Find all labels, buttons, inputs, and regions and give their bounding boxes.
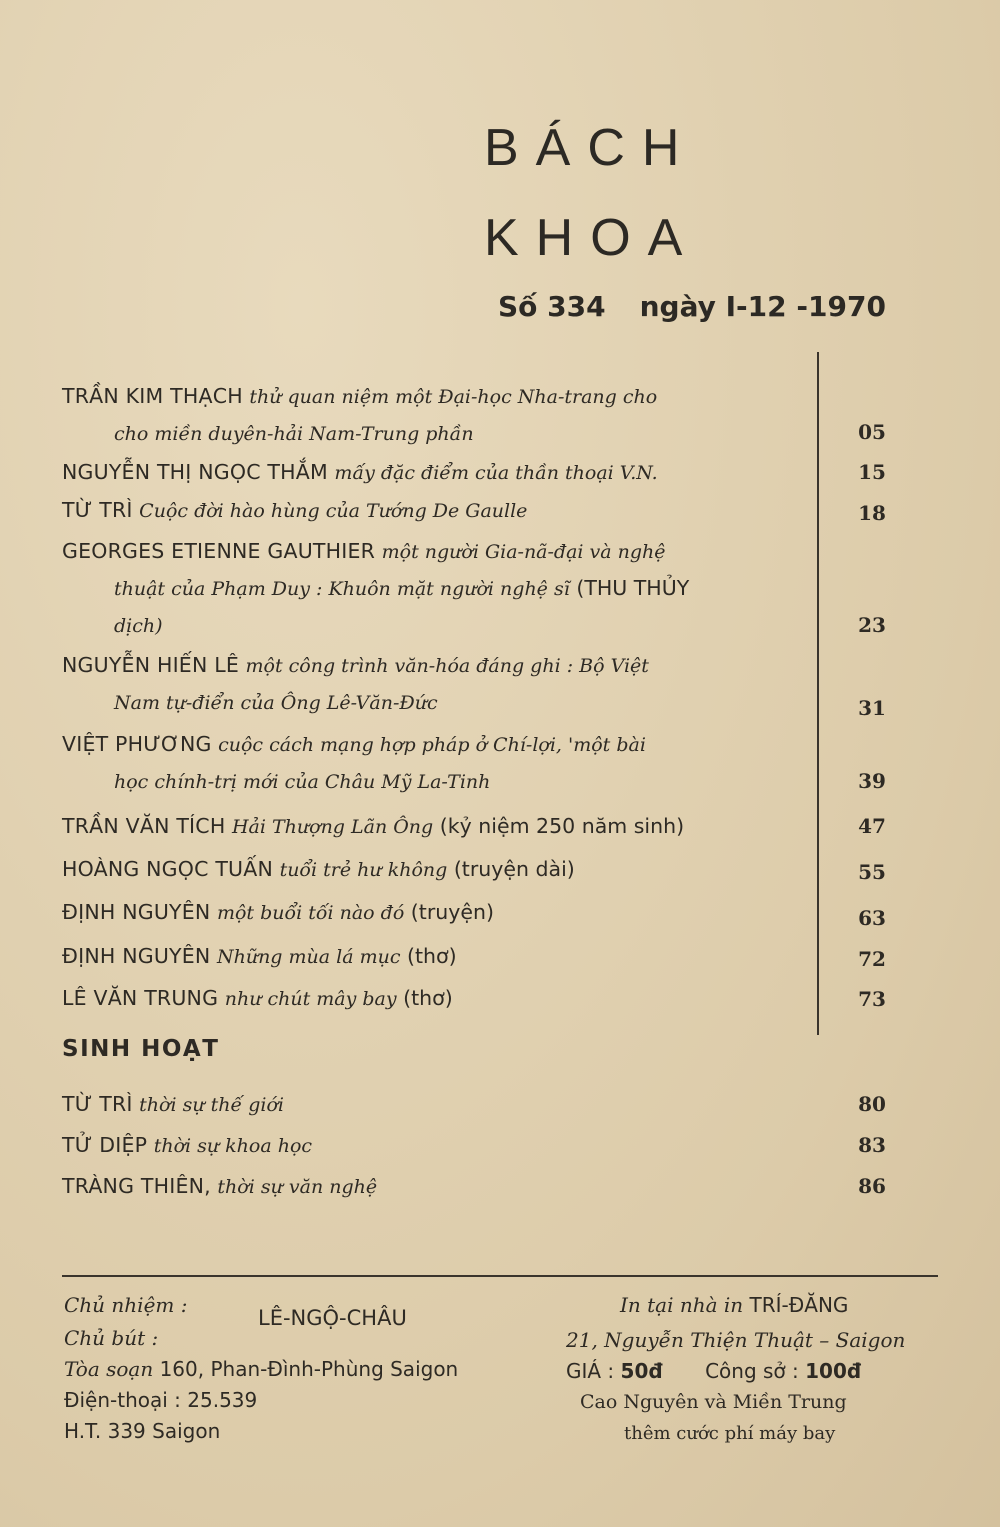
footer-divider <box>62 1275 938 1277</box>
printer-address: 21, Nguyễn Thiện Thuật – Saigon <box>566 1328 906 1352</box>
section-page: 83 <box>858 1133 886 1157</box>
section-entry <box>62 1086 807 1123</box>
toc-author: ĐỊNH NGUYÊN <box>62 944 211 968</box>
printer-name: TRÍ-ĐĂNG <box>749 1293 849 1317</box>
toc-entry <box>62 533 807 644</box>
toc-author: ĐỊNH NGUYÊN <box>62 900 211 924</box>
office-label: Tòa soạn <box>64 1357 154 1381</box>
toc-title: một người Gia-nã-đại và nghệ <box>381 541 666 563</box>
toc-entry <box>62 851 807 888</box>
section-title: thời sự thế giới <box>139 1094 284 1116</box>
toc-title: tuổi trẻ hư không <box>279 859 448 881</box>
toc-entry <box>62 808 807 845</box>
toc-title: một công trình văn-hóa đáng ghi : Bộ Việt <box>245 655 649 677</box>
toc-page: 55 <box>858 860 886 884</box>
toc-author: NGUYỄN THỊ NGỌC THẮM <box>62 460 328 484</box>
toc-page: 18 <box>858 501 886 525</box>
section-page: 86 <box>858 1174 886 1198</box>
toc-title-cont: thuật của Phạm Duy : Khuôn mặt người nghệ sĩ <box>114 578 570 600</box>
toc-page: 15 <box>858 460 886 484</box>
toc-author: VIỆT PHƯƠNG <box>62 732 212 756</box>
office-address-text: 160, Phan-Đình-Phùng Saigon <box>159 1357 459 1381</box>
toc-author: HOÀNG NGỌC TUẤN <box>62 857 274 881</box>
toc-note: (THU THỦY <box>576 576 690 600</box>
issue-number: Số 334 <box>498 290 606 323</box>
toc-entry <box>62 647 807 721</box>
section-title: thời sự khoa học <box>153 1135 313 1157</box>
toc-title: như chút mây bay <box>224 988 397 1010</box>
toc-entry <box>62 454 807 491</box>
toc-page: 72 <box>858 947 886 971</box>
toc-author: NGUYỄN HIẾN LÊ <box>62 653 239 677</box>
toc-note: (truyện) <box>410 900 494 924</box>
magazine-title-line2: KHOA <box>484 209 700 267</box>
toc-entry <box>62 894 807 931</box>
po-box: H.T. 339 Saigon <box>64 1419 221 1443</box>
toc-entry <box>62 492 807 529</box>
toc-title: Hải Thượng Lãn Ông <box>231 816 434 838</box>
toc-author: LÊ VĂN TRUNG <box>62 986 219 1010</box>
toc-entry <box>62 726 807 800</box>
section-author: TỪ TRÌ <box>62 1092 133 1116</box>
toc-page: 05 <box>858 420 886 444</box>
toc-entry <box>62 378 807 452</box>
price-value: 50đ <box>620 1359 663 1383</box>
toc-title: Cuộc đời hào hùng của Tướng De Gaulle <box>139 500 528 522</box>
toc-page: 73 <box>858 987 886 1011</box>
toc-title: cuộc cách mạng hợp pháp ở Chí-lợi, 'một bài <box>218 734 646 756</box>
toc-author: GEORGES ETIENNE GAUTHIER <box>62 539 376 563</box>
toc-page: 31 <box>858 696 886 720</box>
phone: Điện-thoại : 25.539 <box>64 1388 258 1412</box>
airmail-note: thêm cước phí máy bay <box>624 1423 836 1444</box>
toc-title-cont: Nam tự-điển của Ông Lê-Văn-Đức <box>114 692 438 714</box>
toc-title: một buổi tối nào đó <box>216 902 405 924</box>
editor-name: LÊ-NGỘ-CHÂU <box>258 1306 407 1330</box>
column-divider <box>817 352 819 1035</box>
toc-author: TỪ TRÌ <box>62 498 133 522</box>
toc-note: (thơ) <box>403 986 453 1010</box>
magazine-title-line1: BÁCH <box>484 119 697 177</box>
office-price-value: 100đ <box>805 1359 862 1383</box>
section-title: thời sự văn nghệ <box>217 1176 378 1198</box>
toc-title: mấy đặc điểm của thần thoại V.N. <box>334 462 658 484</box>
toc-note-cont: dịch) <box>114 615 163 637</box>
office-price-label: Công sở : <box>705 1359 799 1383</box>
chu-but-label: Chủ bút : <box>64 1326 159 1350</box>
region-note: Cao Nguyên và Miền Trung <box>580 1391 847 1413</box>
toc-author: TRẦN KIM THẠCH <box>62 384 243 408</box>
toc-entry <box>62 980 807 1017</box>
toc-page: 63 <box>858 906 886 930</box>
toc-note: (thơ) <box>407 944 457 968</box>
toc-page: 47 <box>858 814 886 838</box>
section-entry <box>62 1127 807 1164</box>
issue-info <box>498 290 886 323</box>
section-heading: SINH HOẠT <box>62 1036 220 1062</box>
issue-date: ngày I-12 -1970 <box>639 290 886 323</box>
toc-title-cont: cho miền duyên-hải Nam-Trung phần <box>114 423 474 445</box>
toc-title: Những mùa lá mục <box>216 946 401 968</box>
office-address <box>64 1354 458 1385</box>
printer-info <box>620 1290 848 1321</box>
section-page: 80 <box>858 1092 886 1116</box>
toc-title: thử quan niệm một Đại-học Nha-trang cho <box>249 386 658 408</box>
toc-author: TRẦN VĂN TÍCH <box>62 814 226 838</box>
section-author: TỬ DIỆP <box>62 1133 148 1157</box>
toc-note: (kỷ niệm 250 năm sinh) <box>439 814 685 838</box>
toc-page: 23 <box>858 613 886 637</box>
toc-entry <box>62 938 807 975</box>
price-label: GIÁ : <box>566 1359 615 1383</box>
toc-title-cont: học chính-trị mới của Châu Mỹ La-Tinh <box>114 771 491 793</box>
chu-nhiem-label: Chủ nhiệm : <box>64 1293 188 1317</box>
price-line <box>566 1356 861 1387</box>
section-entry <box>62 1168 807 1205</box>
section-author: TRÀNG THIÊN, <box>62 1174 211 1198</box>
toc-page: 39 <box>858 769 886 793</box>
printer-label: In tại nhà in <box>620 1293 744 1317</box>
toc-note: (truyện dài) <box>453 857 575 881</box>
